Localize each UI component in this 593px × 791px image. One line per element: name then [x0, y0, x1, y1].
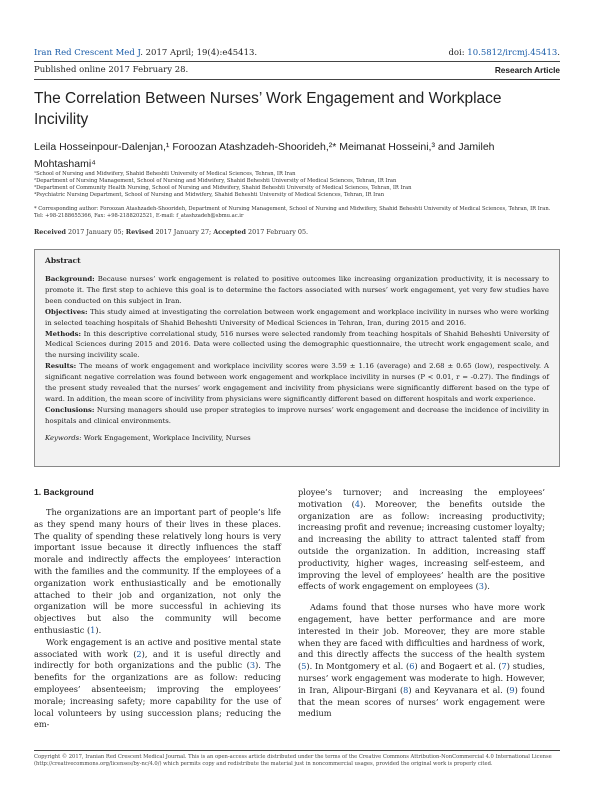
paragraph-text: ). In Montgomery et al. (: [306, 661, 410, 672]
paragraph-text: ) studies, nurses’ work engagement was moderate to high. However, in Iran, Alipour-Birgani (: [298, 661, 545, 695]
citation-link[interactable]: 9: [509, 684, 515, 695]
header-rule-2: [34, 79, 560, 80]
footer-rule: [34, 750, 560, 751]
paragraph-text: Adams found that those nurses who have more work engagement, have better performance and are more interested in their job. Moreover, they are more stable when they are faced with difficulties and hardness of work, and this directly affects the success of the health system (: [298, 602, 545, 672]
background-label: Background:: [45, 275, 95, 283]
abstract-heading: Abstract: [45, 256, 81, 265]
abstract-methods: [45, 329, 549, 362]
abstract-box: [34, 249, 560, 467]
paragraph-text: ). The benefits for the organizations are as follow: reducing employees’ absenteeism; improving the employees’ morale; increasing safety; more capability for the use of local volunteers by using succession plans; reducing the em-: [34, 660, 281, 730]
accepted-label: Accepted: [213, 228, 246, 236]
paragraph-text: ) and Keyvanara et al. (: [408, 684, 510, 695]
article-title: The Correlation Between Nurses’ Work Engagement and Workplace Incivility: [34, 90, 502, 128]
citation-link[interactable]: 2: [136, 648, 142, 659]
results-label: Results:: [45, 362, 77, 371]
received-label: Received: [34, 228, 67, 236]
copyright-footer: Copyright © 2017, Iranian Red Crescent Medical Journal. This is an open-access article distributed under the terms of the Creative Commons Attribution-NonCommercial 4.0 International License (http://creativecommons.org/licenses/by-nc/4.0/) which permits copy and redistribute the material just in noncommercial usages, provided the original work is properly cited.: [34, 754, 552, 767]
revised-label: Revised: [125, 228, 154, 236]
paragraph-text: ployee’s turnover; and increasing the employees’ motivation (: [298, 487, 545, 509]
paragraph-text: ).: [484, 581, 490, 592]
section-heading: 1. Background: [34, 487, 94, 497]
citation-link[interactable]: 3: [249, 660, 256, 671]
keywords-text: Work Engagement, Workplace Incivility, Nurses: [81, 433, 251, 442]
accepted-date: 2017 February 05.: [245, 228, 309, 236]
doi-suffix: .: [557, 48, 560, 58]
paragraph-text: The organizations are an important part of people’s life as they spend many hours of their lives in these places. The quality of spending these relatively long hours is very important issue because it directly influences the staff morale and indirectly affects the employees’ interaction with the families and the community. If the employees of a organization work enthusiastically and be emotionally attached to their job and organization, not only the organization will be more successful in achieving its objectives but also the community will become enthusiastic (: [34, 507, 281, 635]
abstract-background: [45, 274, 549, 307]
keywords-label: Keywords:: [45, 433, 82, 442]
affiliation-3: ³Department of Community Health Nursing, School of Nursing and Midwifery, Shahid Beheshti University of Medical Sciences, Tehran, IR Iran: [34, 185, 412, 191]
citation-link[interactable]: 1: [90, 624, 96, 635]
affiliation-1: ¹School of Nursing and Midwifery, Shahid Beheshti University of Medical Sciences, Tehran, IR Iran: [34, 171, 296, 177]
abstract-conclusions: [45, 405, 549, 427]
article-dates: [34, 228, 308, 236]
citation-link[interactable]: 7: [501, 661, 507, 672]
doi-label: doi:: [448, 48, 468, 58]
doi: [448, 48, 560, 58]
methods-label: Methods:: [45, 329, 82, 338]
left-column: [34, 507, 281, 731]
keywords: [45, 434, 549, 442]
results-text: The means of work engagement and workplace incivility scores were 3.59 ± 1.16 (average) and 2.68 ± 0.65 (low), respectively. A significant negative correlation was found between work engagement and workplace incivility in nurses (P < 0.01, r = -0.27). The findings of the present study revealed that the nurses’ work engagement and incivility from physicians were significantly different based on the type of ward. In addition, the mean score of incivility from physicians were significantly different based on different hospitals and work experience.: [45, 362, 549, 403]
published-date: Published online 2017 February 28.: [34, 65, 189, 75]
citation-link[interactable]: 8: [403, 684, 409, 695]
paragraph-text: Work engagement is an active and positive mental state associated with work (: [34, 636, 281, 659]
conclusions-text: Nursing managers should use proper strategies to improve nurses’ work engagement and decrease the incidence of incivility in hospitals and clinical environments.: [45, 405, 549, 425]
citation-text: . 2017 April; 19(4):e45413.: [140, 48, 258, 58]
conclusions-label: Conclusions:: [45, 405, 95, 414]
background-text: Because nurses’ work engagement is related to positive outcomes like increasing organization productivity, it is necessary to promote it. The first step to achieve this goal is to determine the factors associated with nurses’ work engagement, yet very few studies have been conducted on this subject in Iran.: [45, 275, 549, 305]
paragraph: [298, 602, 545, 720]
journal-citation: [34, 48, 257, 58]
paragraph: [34, 637, 281, 731]
objectives-label: Objectives:: [45, 307, 88, 316]
paragraph-text: ).: [95, 624, 102, 635]
right-column: [298, 487, 545, 720]
paragraph-text: ), and it is useful directly and indirectly for both organizations and the public (: [34, 648, 281, 671]
paragraph-text: ). Moreover, the benefits outside the organization are as follow: increasing productivity; increasing profit and revenue; increasing customer loyalty; and increasing the ability to attract talented staff from outside the organization. In addition, increasing staff productivity, higher wages, increasing self-esteem, and improving the level of employees’ health are the positive effects of work engagement on employees (: [298, 498, 545, 592]
paragraph: [298, 487, 545, 593]
journal-link[interactable]: Iran Red Crescent Med J: [34, 48, 141, 58]
received-date: 2017 January 05;: [66, 228, 126, 236]
citation-link[interactable]: 3: [478, 581, 485, 592]
paragraph-text: ) and Bogaert et al. (: [414, 661, 502, 672]
abstract-objectives: [45, 307, 549, 329]
revised-date: 2017 January 27;: [153, 228, 214, 236]
citation-link[interactable]: 5: [301, 661, 307, 672]
citation-link[interactable]: 4: [354, 498, 360, 509]
paragraph-text: ) found that the mean scores of nurses’ work engagement were medium: [298, 684, 546, 719]
abstract-results: [45, 361, 549, 405]
author-list: Leila Hosseinpour-Dalenjan,¹ Foroozan Atashzadeh-Shoorideh,²* Meimanat Hosseini,³ and Jamileh Mohtashami⁴: [34, 141, 495, 170]
objectives-text: This study aimed at investigating the correlation between work engagement and workplace incivility in nurses who were working in selected teaching hospitals of Shahid Beheshti University of Medical Sciences in Tehran, Iran, during 2015 and 2016.: [45, 307, 549, 327]
methods-text: In this descriptive correlational study, 516 nurses were selected randomly from teaching hospitals of Shahid Beheshti University of Medical Sciences during 2015 and 2016. Data were collected using the demographic questionnaire, the utrecht work engagement scale, and the nursing incivility scale.: [45, 329, 549, 360]
header-rule: [34, 61, 560, 62]
corresponding-author: * Corresponding author: Foroozan Atashzadeh-Shoorideh, Department of Nursing Management, School of Nursing and Midwifery, Shahid Beheshti University of Medical Sciences, Tehran, IR Iran. Tel: +98-2188655366, Fax: +98-2188202521, E-mail: f_atashzadeh@sbmu.ac.ir: [34, 206, 551, 219]
paragraph: [34, 507, 281, 637]
doi-link[interactable]: 10.5812/ircmj.45413: [467, 48, 558, 58]
affiliation-4: ⁴Psychiatric Nursing Department, School of Nursing and Midwifery, Shahid Beheshti University of Medical Sciences, Tehran, IR Iran: [34, 192, 385, 198]
citation-link[interactable]: 6: [409, 661, 415, 672]
affiliation-2: ²Department of Nursing Management, School of Nursing and Midwifery, Shahid Beheshti University of Medical Sciences, Tehran, IR Iran: [34, 178, 397, 184]
article-type: Research Article: [494, 65, 560, 75]
